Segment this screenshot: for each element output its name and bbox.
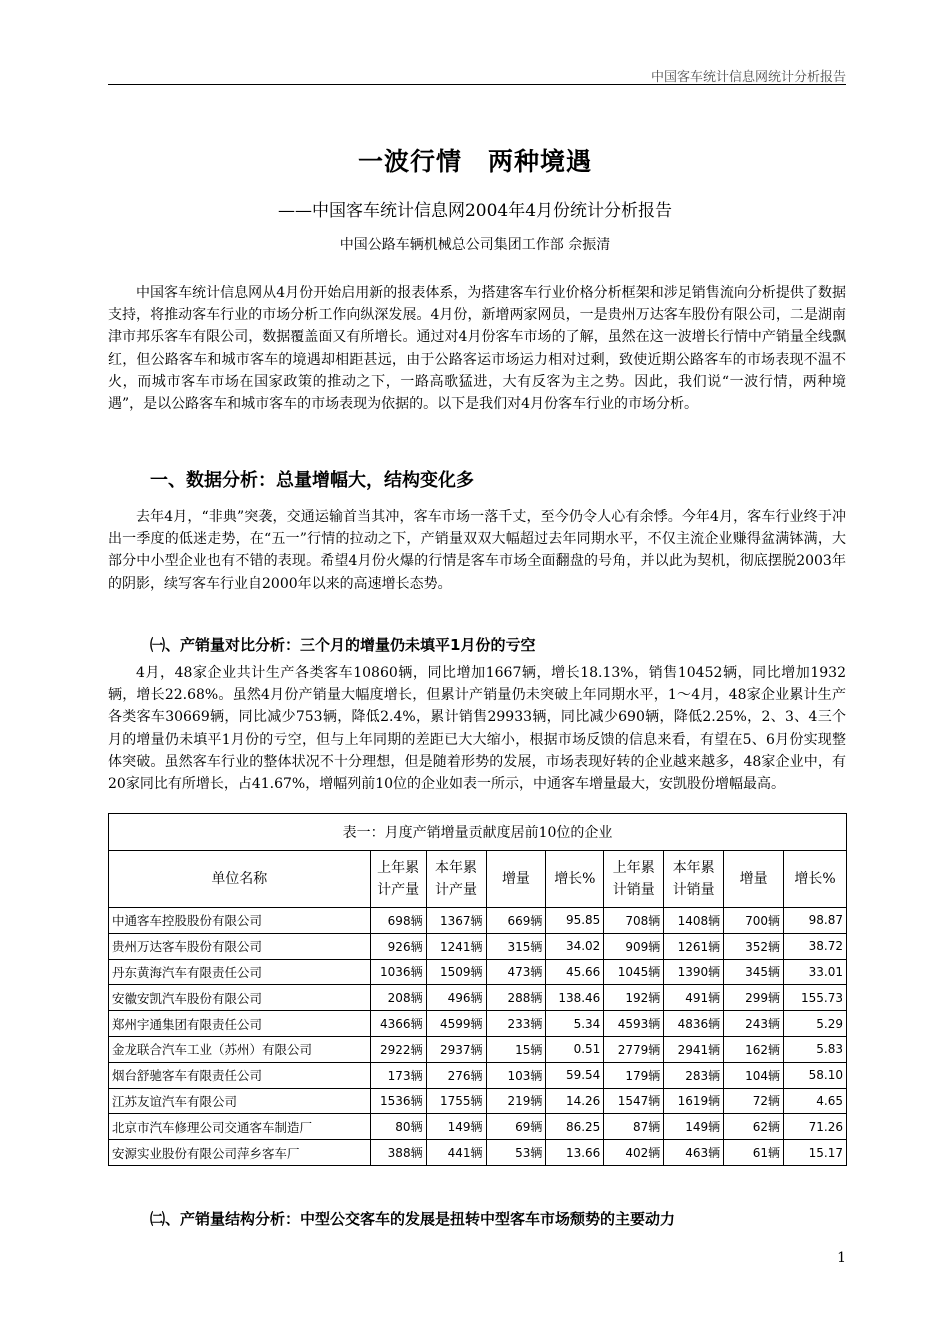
value-cell: 104辆 [724,1062,784,1088]
value-cell: 14.26 [546,1088,604,1114]
value-cell: 87辆 [604,1114,664,1140]
value-cell: 155.73 [784,985,847,1011]
value-cell: 299辆 [724,985,784,1011]
value-cell: 4.65 [784,1088,847,1114]
value-cell: 4366辆 [370,1011,426,1037]
value-cell: 149辆 [664,1114,724,1140]
value-cell: 61辆 [724,1140,784,1166]
table-row [109,1140,847,1166]
table-caption: 表一：月度产销增量贡献度居前10位的企业 [109,814,847,851]
running-header: 中国客车统计信息网统计分析报告 [650,70,846,85]
value-cell: 909辆 [604,933,664,959]
value-cell: 1036辆 [370,959,426,985]
value-cell: 1367辆 [426,908,486,934]
value-cell: 5.29 [784,1011,847,1037]
value-cell: 33.01 [784,959,847,985]
value-cell: 59.54 [546,1062,604,1088]
value-cell: 1261辆 [664,933,724,959]
column-header: 本年累计产量 [426,851,486,908]
value-cell: 219辆 [486,1088,546,1114]
subsection-heading-1: ㈠、产销量对比分析：三个月的增量仍未填平1月份的亏空 [150,636,536,654]
value-cell: 5.34 [546,1011,604,1037]
value-cell: 4593辆 [604,1011,664,1037]
value-cell: 233辆 [486,1011,546,1037]
subsection1-paragraph: 4月，48家企业共计生产各类客车10860辆，同比增加1667辆，增长18.13%，销售10452辆，同比增加1932辆，增长22.68%。虽然4月份产销量大幅度增长，但累计产销量仍未突破上年同期水平，1～4月，48家企业累计生产各类客车30669辆，同比减少753辆，降低2.4%，累计销售29933辆，同比减少690辆，降低2.25%，2、3、4三个月的增量仍未填平1月份的亏空，但与上年同期的差距已大大缩小，根据市场反馈的信息来看，有望在5、6月份实现整体突破。虽然客车行业的整体状况不十分理想，但是随着形势的发展，市场表现好转的企业越来越多，48家企业中，有20家同比有所增长，占41.67%，增幅列前10位的企业如表一所示，中通客车增量最大，安凯股份增幅最高。 [108,665,846,793]
column-header: 单位名称 [109,851,371,908]
company-name-cell: 丹东黄海汽车有限责任公司 [109,959,371,985]
table-header-row [109,851,847,908]
value-cell: 62辆 [724,1114,784,1140]
column-header: 本年累计销量 [664,851,724,908]
company-name-cell: 安源实业股份有限公司萍乡客车厂 [109,1140,371,1166]
company-name-cell: 金龙联合汽车工业（苏州）有限公司 [109,1036,371,1062]
value-cell: 58.10 [784,1062,847,1088]
value-cell: 283辆 [664,1062,724,1088]
value-cell: 15.17 [784,1140,847,1166]
value-cell: 473辆 [486,959,546,985]
value-cell: 1390辆 [664,959,724,985]
value-cell: 4836辆 [664,1011,724,1037]
value-cell: 2941辆 [664,1036,724,1062]
document-subtitle: ——中国客车统计信息网2004年4月份统计分析报告 [277,201,673,221]
table-row [109,1114,847,1140]
value-cell: 103辆 [486,1062,546,1088]
value-cell: 669辆 [486,908,546,934]
value-cell: 1547辆 [604,1088,664,1114]
value-cell: 0.51 [546,1036,604,1062]
value-cell: 288辆 [486,985,546,1011]
value-cell: 491辆 [664,985,724,1011]
value-cell: 402辆 [604,1140,664,1166]
table-row [109,908,847,934]
value-cell: 69辆 [486,1114,546,1140]
company-name-cell: 安徽安凯汽车股份有限公司 [109,985,371,1011]
value-cell: 2779辆 [604,1036,664,1062]
value-cell: 1045辆 [604,959,664,985]
value-cell: 71.26 [784,1114,847,1140]
value-cell: 315辆 [486,933,546,959]
company-name-cell: 江苏友谊汽车有限公司 [109,1088,371,1114]
section-heading-1: 一、数据分析：总量增幅大，结构变化多 [150,470,474,491]
value-cell: 1408辆 [664,908,724,934]
header-divider [108,84,846,85]
value-cell: 2922辆 [370,1036,426,1062]
value-cell: 5.83 [784,1036,847,1062]
company-name-cell: 贵州万达客车股份有限公司 [109,933,371,959]
company-name-cell: 中通客车控股股份有限公司 [109,908,371,934]
value-cell: 1619辆 [664,1088,724,1114]
value-cell: 98.87 [784,908,847,934]
table-row [109,959,847,985]
value-cell: 698辆 [370,908,426,934]
value-cell: 95.85 [546,908,604,934]
value-cell: 276辆 [426,1062,486,1088]
author-line: 中国公路车辆机械总公司集团工作部 佘振清 [339,237,611,253]
value-cell: 1755辆 [426,1088,486,1114]
company-name-cell: 郑州宇通集团有限责任公司 [109,1011,371,1037]
value-cell: 149辆 [426,1114,486,1140]
column-header: 上年累计产量 [370,851,426,908]
value-cell: 13.66 [546,1140,604,1166]
value-cell: 496辆 [426,985,486,1011]
value-cell: 1241辆 [426,933,486,959]
subsection-heading-2: ㈡、产销量结构分析：中型公交客车的发展是扭转中型客车市场颓势的主要动力 [150,1210,676,1228]
value-cell: 441辆 [426,1140,486,1166]
value-cell: 243辆 [724,1011,784,1037]
column-header: 上年累计销量 [604,851,664,908]
table-row [109,985,847,1011]
value-cell: 2937辆 [426,1036,486,1062]
table-row [109,1088,847,1114]
value-cell: 700辆 [724,908,784,934]
value-cell: 72辆 [724,1088,784,1114]
growth-table [108,813,847,1166]
value-cell: 80辆 [370,1114,426,1140]
intro-paragraph: 中国客车统计信息网从4月份开始启用新的报表体系，为搭建客车行业价格分析框架和涉足销售流向分析提供了数据支持，将推动客车行业的市场分析工作向纵深发展。4月份，新增两家网员，一是贵州万达客车股份有限公司，二是湖南津市邦乐客车有限公司，数据覆盖面又有所增长。通过对4月份客车市场的了解，虽然在这一波增长行情中产销量全线飘红，但公路客车和城市客车的境遇却相距甚远，由于公路客运市场运力相对过剩，致使近期公路客车的市场表现不温不火，而城市客车市场在国家政策的推动之下，一路高歌猛进，大有反客为主之势。因此，我们说“一波行情，两种境遇”，是以公路客车和城市客车的市场表现为依据的。以下是我们对4月份客车行业的市场分析。 [108,285,846,413]
table-row [109,933,847,959]
company-name-cell: 烟台舒驰客车有限责任公司 [109,1062,371,1088]
page-number: 1 [837,1250,846,1266]
section1-paragraph: 去年4月，“非典”突袭，交通运输首当其冲，客车市场一落千丈，至今仍令人心有余悸。今年4月，客车行业终于冲出一季度的低迷走势，在“五一”行情的拉动之下，产销量双双大幅超过去年同期水平，不仅主流企业赚得盆满钵满，大部分中小型企业也有不错的表现。希望4月份火爆的行情是客车市场全面翻盘的号角，并以此为契机，彻底摆脱2003年的阴影，续写客车行业自2000年以来的高速增长态势。 [108,509,846,592]
value-cell: 15辆 [486,1036,546,1062]
value-cell: 53辆 [486,1140,546,1166]
value-cell: 179辆 [604,1062,664,1088]
column-header: 增长% [546,851,604,908]
value-cell: 45.66 [546,959,604,985]
value-cell: 345辆 [724,959,784,985]
column-header: 增长% [784,851,847,908]
value-cell: 86.25 [546,1114,604,1140]
value-cell: 208辆 [370,985,426,1011]
value-cell: 463辆 [664,1140,724,1166]
value-cell: 926辆 [370,933,426,959]
value-cell: 38.72 [784,933,847,959]
table-body [109,908,847,1166]
value-cell: 173辆 [370,1062,426,1088]
value-cell: 708辆 [604,908,664,934]
table-row [109,1062,847,1088]
document-title: 一波行情 两种境遇 [357,147,592,176]
value-cell: 388辆 [370,1140,426,1166]
value-cell: 1509辆 [426,959,486,985]
value-cell: 352辆 [724,933,784,959]
column-header: 增量 [486,851,546,908]
table-row [109,1036,847,1062]
value-cell: 138.46 [546,985,604,1011]
value-cell: 34.02 [546,933,604,959]
company-name-cell: 北京市汽车修理公司交通客车制造厂 [109,1114,371,1140]
value-cell: 162辆 [724,1036,784,1062]
value-cell: 192辆 [604,985,664,1011]
column-header: 增量 [724,851,784,908]
table-row [109,1011,847,1037]
value-cell: 4599辆 [426,1011,486,1037]
value-cell: 1536辆 [370,1088,426,1114]
